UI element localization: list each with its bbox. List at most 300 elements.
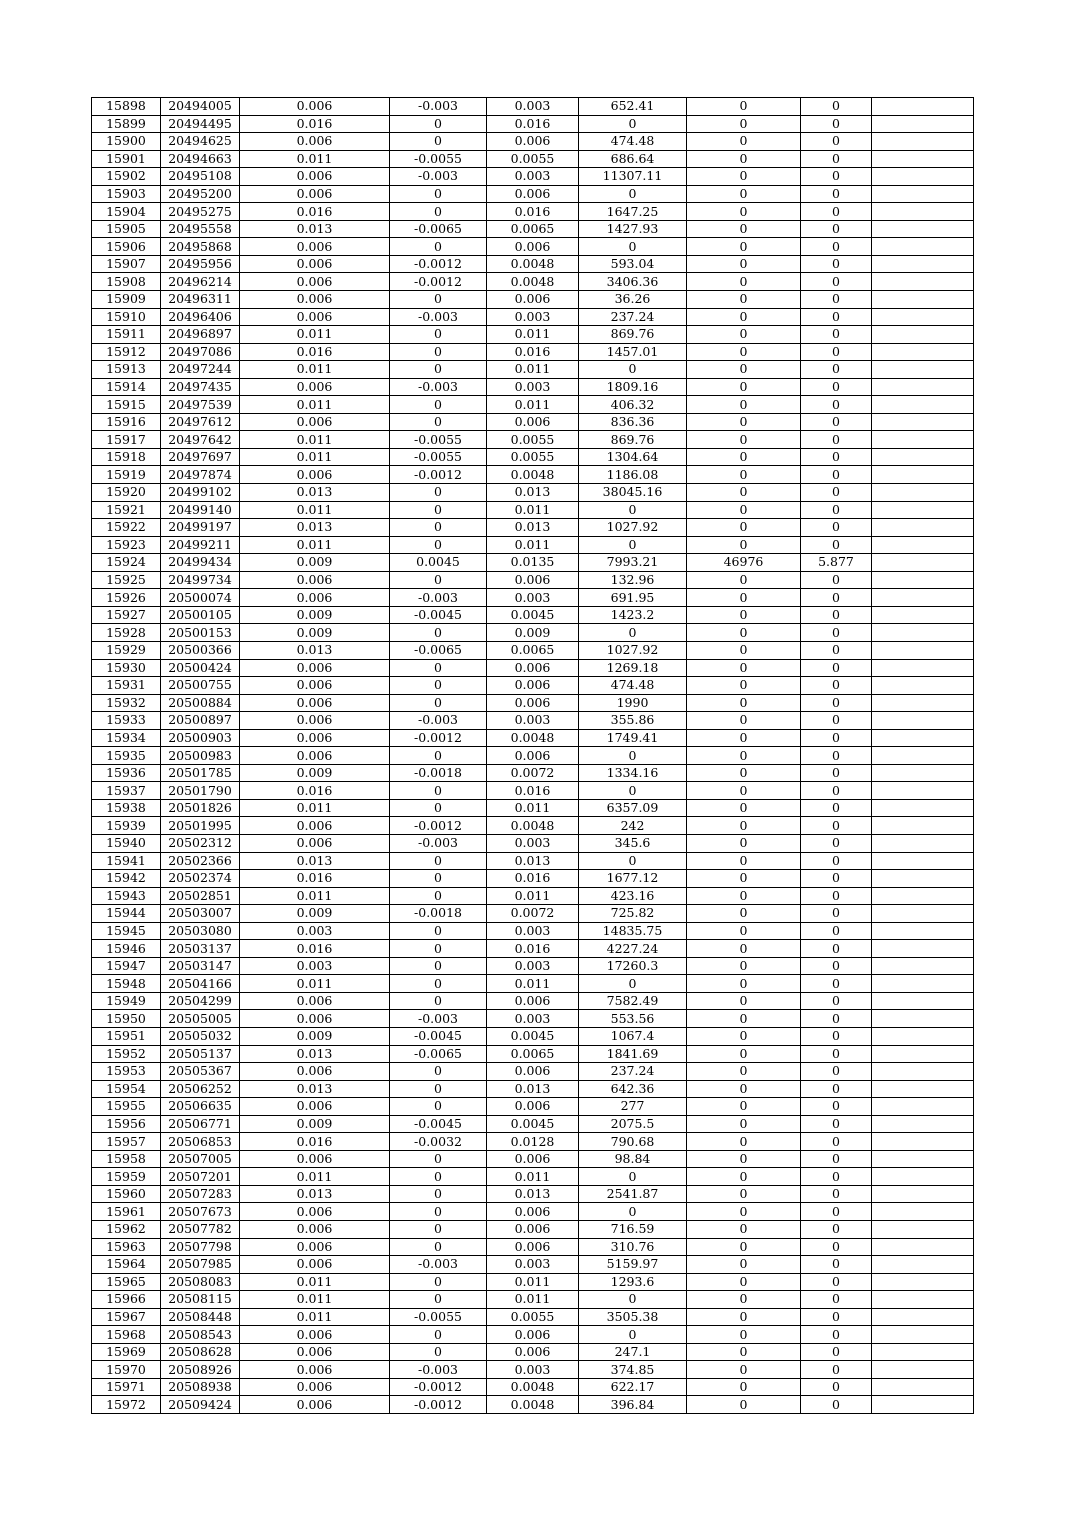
value-d-cell: 0 [687, 887, 801, 905]
table-row [92, 255, 974, 273]
value-c-cell: 0.006 [487, 1221, 579, 1239]
value-a-cell: 0.011 [240, 1291, 390, 1309]
value-a-cell: 0.006 [240, 1378, 390, 1396]
table-row [92, 764, 974, 782]
value-b-cell: 0 [390, 1326, 487, 1344]
value-b-cell: -0.003 [390, 308, 487, 326]
value-d-cell: 0 [687, 729, 801, 747]
value-e-cell: 0 [801, 308, 872, 326]
blank-cell [872, 1396, 974, 1414]
value-a-cell: 0.006 [240, 992, 390, 1010]
amount-cell: 36.26 [579, 291, 687, 309]
row-number-cell: 15910 [92, 308, 161, 326]
table-row [92, 641, 974, 659]
amount-cell: 4227.24 [579, 940, 687, 958]
value-e-cell: 0 [801, 747, 872, 765]
amount-cell: 406.32 [579, 396, 687, 414]
value-a-cell: 0.011 [240, 975, 390, 993]
value-a-cell: 0.016 [240, 782, 390, 800]
amount-cell: 0 [579, 115, 687, 133]
value-e-cell: 0 [801, 922, 872, 940]
value-c-cell: 0.0055 [487, 431, 579, 449]
table-row [92, 922, 974, 940]
value-b-cell: 0 [390, 1273, 487, 1291]
table-row [92, 431, 974, 449]
value-c-cell: 0.011 [487, 361, 579, 379]
row-number-cell: 15898 [92, 98, 161, 116]
value-d-cell: 0 [687, 694, 801, 712]
value-a-cell: 0.006 [240, 255, 390, 273]
table-row [92, 624, 974, 642]
value-e-cell: 0 [801, 1256, 872, 1274]
value-a-cell: 0.006 [240, 168, 390, 186]
value-c-cell: 0.011 [487, 501, 579, 519]
value-a-cell: 0.006 [240, 571, 390, 589]
value-b-cell: -0.0032 [390, 1133, 487, 1151]
id-cell: 20497874 [161, 466, 240, 484]
blank-cell [872, 799, 974, 817]
amount-cell: 132.96 [579, 571, 687, 589]
value-a-cell: 0.016 [240, 343, 390, 361]
value-a-cell: 0.006 [240, 1221, 390, 1239]
id-cell: 20495108 [161, 168, 240, 186]
table-row [92, 1185, 974, 1203]
id-cell: 20508448 [161, 1308, 240, 1326]
amount-cell: 374.85 [579, 1361, 687, 1379]
value-c-cell: 0.0065 [487, 641, 579, 659]
table-row [92, 571, 974, 589]
value-e-cell: 0 [801, 887, 872, 905]
value-b-cell: 0 [390, 238, 487, 256]
amount-cell: 1427.93 [579, 220, 687, 238]
value-c-cell: 0.0048 [487, 273, 579, 291]
row-number-cell: 15937 [92, 782, 161, 800]
id-cell: 20497612 [161, 413, 240, 431]
value-e-cell: 0 [801, 694, 872, 712]
blank-cell [872, 1256, 974, 1274]
value-b-cell: 0 [390, 519, 487, 537]
value-b-cell: 0 [390, 659, 487, 677]
value-c-cell: 0.006 [487, 992, 579, 1010]
value-c-cell: 0.006 [487, 1343, 579, 1361]
row-number-cell: 15940 [92, 834, 161, 852]
id-cell: 20497642 [161, 431, 240, 449]
value-c-cell: 0.013 [487, 1080, 579, 1098]
blank-cell [872, 922, 974, 940]
value-d-cell: 0 [687, 255, 801, 273]
table-row [92, 1045, 974, 1063]
value-d-cell: 0 [687, 98, 801, 116]
value-a-cell: 0.006 [240, 98, 390, 116]
amount-cell: 1186.08 [579, 466, 687, 484]
value-d-cell: 0 [687, 1168, 801, 1186]
amount-cell: 2075.5 [579, 1115, 687, 1133]
table-row [92, 992, 974, 1010]
table-row [92, 378, 974, 396]
value-a-cell: 0.016 [240, 203, 390, 221]
blank-cell [872, 361, 974, 379]
value-d-cell: 0 [687, 712, 801, 730]
amount-cell: 1334.16 [579, 764, 687, 782]
amount-cell: 3406.36 [579, 273, 687, 291]
table-row [92, 238, 974, 256]
blank-cell [872, 782, 974, 800]
amount-cell: 0 [579, 747, 687, 765]
value-c-cell: 0.011 [487, 326, 579, 344]
value-e-cell: 0 [801, 1221, 872, 1239]
amount-cell: 17260.3 [579, 957, 687, 975]
table-row [92, 1150, 974, 1168]
value-e-cell: 0 [801, 133, 872, 151]
value-b-cell: 0 [390, 887, 487, 905]
amount-cell: 1647.25 [579, 203, 687, 221]
value-e-cell: 0 [801, 1185, 872, 1203]
value-d-cell: 0 [687, 1308, 801, 1326]
value-e-cell: 0 [801, 98, 872, 116]
value-a-cell: 0.006 [240, 238, 390, 256]
value-d-cell: 0 [687, 922, 801, 940]
table-row [92, 220, 974, 238]
amount-cell: 1067.4 [579, 1027, 687, 1045]
table-row [92, 361, 974, 379]
row-number-cell: 15914 [92, 378, 161, 396]
blank-cell [872, 1273, 974, 1291]
value-d-cell: 0 [687, 957, 801, 975]
value-c-cell: 0.013 [487, 1185, 579, 1203]
value-b-cell: -0.003 [390, 168, 487, 186]
value-a-cell: 0.011 [240, 501, 390, 519]
table-row [92, 852, 974, 870]
id-cell: 20499102 [161, 484, 240, 502]
value-e-cell: 0 [801, 1291, 872, 1309]
blank-cell [872, 431, 974, 449]
table-row [92, 747, 974, 765]
value-b-cell: 0 [390, 975, 487, 993]
row-number-cell: 15956 [92, 1115, 161, 1133]
value-d-cell: 0 [687, 484, 801, 502]
value-a-cell: 0.013 [240, 519, 390, 537]
value-c-cell: 0.006 [487, 571, 579, 589]
blank-cell [872, 133, 974, 151]
value-d-cell: 0 [687, 1098, 801, 1116]
amount-cell: 0 [579, 361, 687, 379]
row-number-cell: 15950 [92, 1010, 161, 1028]
amount-cell: 1027.92 [579, 519, 687, 537]
value-a-cell: 0.006 [240, 413, 390, 431]
value-b-cell: 0 [390, 957, 487, 975]
value-e-cell: 0 [801, 1063, 872, 1081]
value-d-cell: 0 [687, 1080, 801, 1098]
value-b-cell: -0.0065 [390, 1045, 487, 1063]
value-d-cell: 0 [687, 1203, 801, 1221]
value-e-cell: 0 [801, 975, 872, 993]
amount-cell: 1423.2 [579, 606, 687, 624]
amount-cell: 14835.75 [579, 922, 687, 940]
value-b-cell: 0 [390, 694, 487, 712]
blank-cell [872, 220, 974, 238]
value-e-cell: 0 [801, 992, 872, 1010]
value-c-cell: 0.0065 [487, 220, 579, 238]
value-d-cell: 0 [687, 1150, 801, 1168]
amount-cell: 1304.64 [579, 448, 687, 466]
value-b-cell: 0 [390, 799, 487, 817]
id-cell: 20501790 [161, 782, 240, 800]
table-row [92, 554, 974, 572]
value-c-cell: 0.003 [487, 378, 579, 396]
value-e-cell: 0 [801, 1010, 872, 1028]
value-e-cell: 0 [801, 834, 872, 852]
value-e-cell: 0 [801, 1168, 872, 1186]
blank-cell [872, 484, 974, 502]
row-number-cell: 15903 [92, 185, 161, 203]
row-number-cell: 15916 [92, 413, 161, 431]
row-number-cell: 15899 [92, 115, 161, 133]
table-row [92, 834, 974, 852]
blank-cell [872, 536, 974, 554]
value-d-cell: 0 [687, 1396, 801, 1414]
blank-cell [872, 238, 974, 256]
value-e-cell: 0 [801, 764, 872, 782]
value-e-cell: 0 [801, 1203, 872, 1221]
row-number-cell: 15954 [92, 1080, 161, 1098]
value-e-cell: 0 [801, 150, 872, 168]
value-c-cell: 0.0045 [487, 606, 579, 624]
row-number-cell: 15904 [92, 203, 161, 221]
value-d-cell: 0 [687, 571, 801, 589]
value-c-cell: 0.003 [487, 168, 579, 186]
value-e-cell: 0 [801, 1098, 872, 1116]
value-c-cell: 0.006 [487, 1150, 579, 1168]
id-cell: 20494625 [161, 133, 240, 151]
value-d-cell: 0 [687, 975, 801, 993]
value-e-cell: 0 [801, 273, 872, 291]
blank-cell [872, 396, 974, 414]
row-number-cell: 15939 [92, 817, 161, 835]
value-b-cell: -0.003 [390, 589, 487, 607]
id-cell: 20502374 [161, 870, 240, 888]
table-row [92, 712, 974, 730]
id-cell: 20500755 [161, 677, 240, 695]
blank-cell [872, 624, 974, 642]
table-row [92, 1221, 974, 1239]
id-cell: 20507283 [161, 1185, 240, 1203]
value-b-cell: 0 [390, 1098, 487, 1116]
value-b-cell: -0.0012 [390, 466, 487, 484]
amount-cell: 7582.49 [579, 992, 687, 1010]
value-b-cell: 0 [390, 203, 487, 221]
id-cell: 20501826 [161, 799, 240, 817]
id-cell: 20500366 [161, 641, 240, 659]
amount-cell: 1809.16 [579, 378, 687, 396]
value-b-cell: 0 [390, 747, 487, 765]
value-e-cell: 0 [801, 870, 872, 888]
value-d-cell: 0 [687, 361, 801, 379]
table-row [92, 185, 974, 203]
value-c-cell: 0.0065 [487, 1045, 579, 1063]
value-e-cell: 0 [801, 466, 872, 484]
row-number-cell: 15907 [92, 255, 161, 273]
blank-cell [872, 501, 974, 519]
id-cell: 20499140 [161, 501, 240, 519]
value-d-cell: 0 [687, 150, 801, 168]
amount-cell: 1027.92 [579, 641, 687, 659]
value-e-cell: 0 [801, 378, 872, 396]
value-c-cell: 0.011 [487, 536, 579, 554]
value-b-cell: -0.0055 [390, 448, 487, 466]
blank-cell [872, 115, 974, 133]
value-c-cell: 0.011 [487, 396, 579, 414]
blank-cell [872, 887, 974, 905]
amount-cell: 652.41 [579, 98, 687, 116]
value-a-cell: 0.006 [240, 834, 390, 852]
row-number-cell: 15902 [92, 168, 161, 186]
value-a-cell: 0.006 [240, 1010, 390, 1028]
id-cell: 20508938 [161, 1378, 240, 1396]
id-cell: 20495868 [161, 238, 240, 256]
value-c-cell: 0.006 [487, 1238, 579, 1256]
value-e-cell: 0 [801, 1080, 872, 1098]
value-b-cell: 0 [390, 484, 487, 502]
id-cell: 20497539 [161, 396, 240, 414]
value-b-cell: 0 [390, 782, 487, 800]
value-a-cell: 0.013 [240, 1045, 390, 1063]
value-e-cell: 0 [801, 799, 872, 817]
row-number-cell: 15923 [92, 536, 161, 554]
row-number-cell: 15944 [92, 905, 161, 923]
row-number-cell: 15933 [92, 712, 161, 730]
value-a-cell: 0.011 [240, 799, 390, 817]
value-e-cell: 0 [801, 712, 872, 730]
blank-cell [872, 975, 974, 993]
value-b-cell: -0.0055 [390, 431, 487, 449]
blank-cell [872, 255, 974, 273]
value-b-cell: -0.003 [390, 1010, 487, 1028]
value-c-cell: 0.013 [487, 852, 579, 870]
blank-cell [872, 1098, 974, 1116]
value-c-cell: 0.0048 [487, 255, 579, 273]
value-d-cell: 0 [687, 378, 801, 396]
blank-cell [872, 957, 974, 975]
blank-cell [872, 466, 974, 484]
value-c-cell: 0.003 [487, 922, 579, 940]
row-number-cell: 15948 [92, 975, 161, 993]
table-row [92, 203, 974, 221]
value-b-cell: -0.0045 [390, 1115, 487, 1133]
row-number-cell: 15962 [92, 1221, 161, 1239]
data-table [91, 97, 974, 1414]
table-row [92, 98, 974, 116]
value-b-cell: -0.003 [390, 378, 487, 396]
value-b-cell: 0 [390, 1080, 487, 1098]
value-d-cell: 0 [687, 1238, 801, 1256]
value-e-cell: 0 [801, 501, 872, 519]
value-a-cell: 0.011 [240, 887, 390, 905]
table-row [92, 413, 974, 431]
value-d-cell: 0 [687, 624, 801, 642]
value-c-cell: 0.006 [487, 291, 579, 309]
row-number-cell: 15961 [92, 1203, 161, 1221]
value-a-cell: 0.013 [240, 641, 390, 659]
id-cell: 20497697 [161, 448, 240, 466]
id-cell: 20507005 [161, 1150, 240, 1168]
table-row [92, 115, 974, 133]
value-c-cell: 0.011 [487, 887, 579, 905]
row-number-cell: 15920 [92, 484, 161, 502]
id-cell: 20496311 [161, 291, 240, 309]
blank-cell [872, 641, 974, 659]
amount-cell: 1990 [579, 694, 687, 712]
value-d-cell: 0 [687, 448, 801, 466]
value-e-cell: 0 [801, 659, 872, 677]
value-e-cell: 0 [801, 1343, 872, 1361]
amount-cell: 1457.01 [579, 343, 687, 361]
value-a-cell: 0.006 [240, 308, 390, 326]
amount-cell: 869.76 [579, 431, 687, 449]
amount-cell: 790.68 [579, 1133, 687, 1151]
value-e-cell: 0 [801, 589, 872, 607]
value-c-cell: 0.003 [487, 308, 579, 326]
blank-cell [872, 677, 974, 695]
row-number-cell: 15930 [92, 659, 161, 677]
table-row [92, 782, 974, 800]
value-b-cell: 0 [390, 1203, 487, 1221]
table-row [92, 1238, 974, 1256]
value-c-cell: 0.0135 [487, 554, 579, 572]
value-d-cell: 0 [687, 133, 801, 151]
id-cell: 20508543 [161, 1326, 240, 1344]
id-cell: 20504299 [161, 992, 240, 1010]
table-row [92, 1133, 974, 1151]
blank-cell [872, 413, 974, 431]
row-number-cell: 15900 [92, 133, 161, 151]
row-number-cell: 15970 [92, 1361, 161, 1379]
value-a-cell: 0.006 [240, 712, 390, 730]
value-c-cell: 0.0045 [487, 1027, 579, 1045]
value-a-cell: 0.013 [240, 484, 390, 502]
blank-cell [872, 150, 974, 168]
id-cell: 20508083 [161, 1273, 240, 1291]
value-c-cell: 0.0048 [487, 1378, 579, 1396]
row-number-cell: 15960 [92, 1185, 161, 1203]
table-row [92, 1168, 974, 1186]
value-a-cell: 0.011 [240, 1308, 390, 1326]
value-c-cell: 0.0055 [487, 1308, 579, 1326]
value-d-cell: 0 [687, 273, 801, 291]
row-number-cell: 15918 [92, 448, 161, 466]
value-b-cell: -0.0065 [390, 220, 487, 238]
table-row [92, 326, 974, 344]
value-e-cell: 0 [801, 905, 872, 923]
value-b-cell: 0.0045 [390, 554, 487, 572]
row-number-cell: 15967 [92, 1308, 161, 1326]
value-c-cell: 0.0128 [487, 1133, 579, 1151]
id-cell: 20499434 [161, 554, 240, 572]
value-a-cell: 0.011 [240, 1168, 390, 1186]
amount-cell: 3505.38 [579, 1308, 687, 1326]
blank-cell [872, 659, 974, 677]
value-e-cell: 0 [801, 1396, 872, 1414]
value-a-cell: 0.011 [240, 536, 390, 554]
value-c-cell: 0.0048 [487, 1396, 579, 1414]
row-number-cell: 15927 [92, 606, 161, 624]
value-c-cell: 0.003 [487, 957, 579, 975]
value-c-cell: 0.003 [487, 1361, 579, 1379]
table-row [92, 291, 974, 309]
value-a-cell: 0.009 [240, 1115, 390, 1133]
value-e-cell: 0 [801, 817, 872, 835]
value-d-cell: 0 [687, 1343, 801, 1361]
blank-cell [872, 870, 974, 888]
